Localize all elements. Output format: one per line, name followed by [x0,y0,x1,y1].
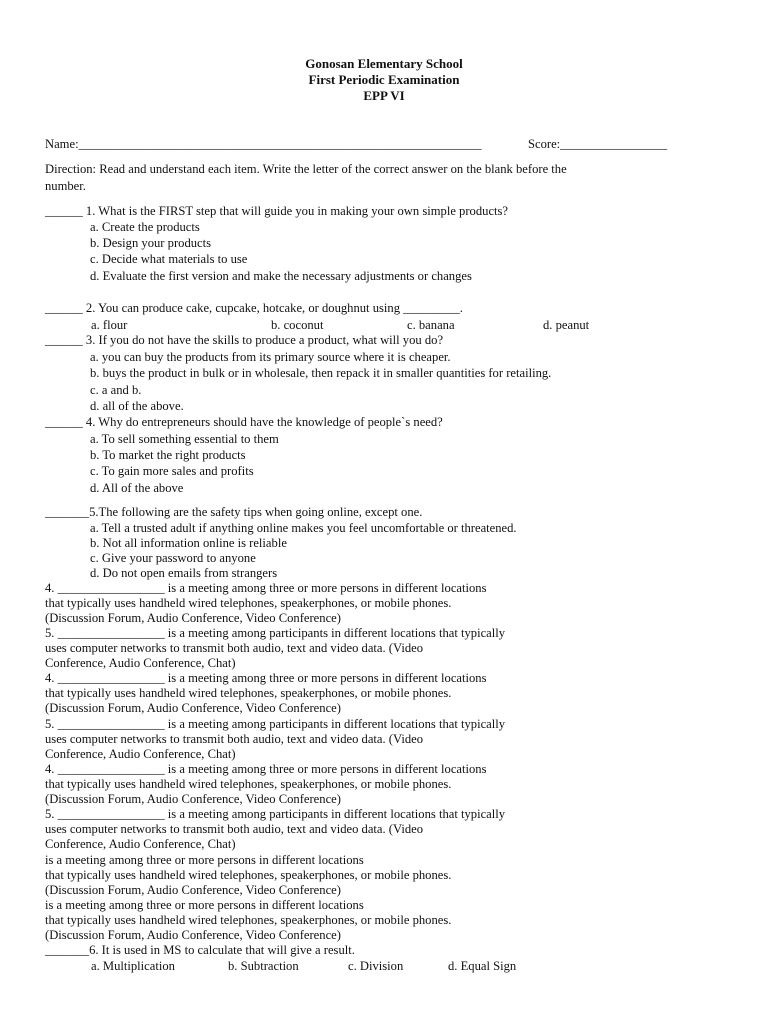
q1-option-d: d. Evaluate the first version and make the necessary adjustments or changes [90,269,472,283]
q1-option-a: a. Create the products [90,220,200,234]
q3-option-b: b. buys the product in bulk or in wholesale, then repack it in smaller quantities for retailing. [90,366,552,380]
repeat-line: 4. _________________ is a meeting among three or more persons in different locations [45,581,487,595]
repeat-line: that typically uses handheld wired telephones, speakerphones, or mobile phones. [45,868,452,882]
repeat-line: is a meeting among three or more persons in different locations [45,898,364,912]
repeat-line: 5. _________________ is a meeting among participants in different locations that typically [45,717,506,731]
question-1: ______ 1. What is the FIRST step that will guide you in making your own simple products? [45,204,509,218]
q1-option-c: c. Decide what materials to use [90,252,248,266]
q6-option-a: a. Multiplication [91,959,175,973]
school-name: Gonosan Elementary School [305,56,463,71]
repeat-line: Conference, Audio Conference, Chat) [45,747,236,761]
q4-option-b: b. To market the right products [90,448,246,462]
q3-option-d: d. all of the above. [90,399,184,413]
repeat-line: (Discussion Forum, Audio Conference, Video Conference) [45,701,341,715]
q2-option-d: d. peanut [543,318,590,332]
question-2: ______ 2. You can produce cake, cupcake, hotcake, or doughnut using _________. [45,301,463,315]
repeat-line: uses computer networks to transmit both audio, text and video data. (Video [45,641,424,655]
q2-option-a: a. flour [91,318,128,332]
q5-option-d: d. Do not open emails from strangers [90,566,278,580]
repeat-line: (Discussion Forum, Audio Conference, Video Conference) [45,792,341,806]
name-field: Name:________________________________________________________________ [45,137,482,151]
repeat-line: is a meeting among three or more persons in different locations [45,853,364,867]
repeat-line: uses computer networks to transmit both audio, text and video data. (Video [45,822,424,836]
repeat-line: uses computer networks to transmit both audio, text and video data. (Video [45,732,424,746]
q5-option-b: b. Not all information online is reliable [90,536,287,550]
q6-option-c: c. Division [348,959,404,973]
repeat-line: 5. _________________ is a meeting among participants in different locations that typically [45,626,506,640]
q2-option-c: c. banana [407,318,455,332]
q2-option-b: b. coconut [271,318,324,332]
q6-option-b: b. Subtraction [228,959,299,973]
repeat-line: that typically uses handheld wired telephones, speakerphones, or mobile phones. [45,686,452,700]
q4-option-c: c. To gain more sales and profits [90,464,254,478]
q4-option-a: a. To sell something essential to them [90,432,279,446]
q5-option-c: c. Give your password to anyone [90,551,256,565]
q6-option-d: d. Equal Sign [448,959,517,973]
direction-line-2: number. [45,179,86,193]
exam-title: First Periodic Examination [308,72,460,87]
q4-option-d: d. All of the above [90,481,184,495]
repeat-line: that typically uses handheld wired telephones, speakerphones, or mobile phones. [45,777,452,791]
repeat-line: Conference, Audio Conference, Chat) [45,656,236,670]
repeat-line: (Discussion Forum, Audio Conference, Video Conference) [45,928,341,942]
question-3: ______ 3. If you do not have the skills to produce a product, what will you do? [45,333,444,347]
question-4: ______ 4. Why do entrepreneurs should have the knowledge of people`s need? [45,415,443,429]
repeat-line: (Discussion Forum, Audio Conference, Video Conference) [45,883,341,897]
repeat-line: (Discussion Forum, Audio Conference, Video Conference) [45,611,341,625]
direction-line-1: Direction: Read and understand each item. Write the letter of the correct answer on the blank before the [45,162,567,176]
repeat-line: that typically uses handheld wired telephones, speakerphones, or mobile phones. [45,913,452,927]
q1-option-b: b. Design your products [90,236,212,250]
repeat-line: that typically uses handheld wired telephones, speakerphones, or mobile phones. [45,596,452,610]
repeat-line: 4. _________________ is a meeting among three or more persons in different locations [45,762,487,776]
question-6: _______6. It is used in MS to calculate that will give a result. [45,943,355,957]
subject-title: EPP VI [363,88,405,103]
repeat-line: 5. _________________ is a meeting among participants in different locations that typically [45,807,506,821]
repeat-line: Conference, Audio Conference, Chat) [45,837,236,851]
repeat-line: 4. _________________ is a meeting among three or more persons in different locations [45,671,487,685]
score-field: Score:_________________ [528,137,668,151]
q5-option-a: a. Tell a trusted adult if anything online makes you feel uncomfortable or threatened. [90,521,517,535]
q3-option-a: a. you can buy the products from its primary source where it is cheaper. [90,350,451,364]
q3-option-c: c. a and b. [90,383,142,397]
question-5: _______5.The following are the safety tips when going online, except one. [45,505,423,519]
